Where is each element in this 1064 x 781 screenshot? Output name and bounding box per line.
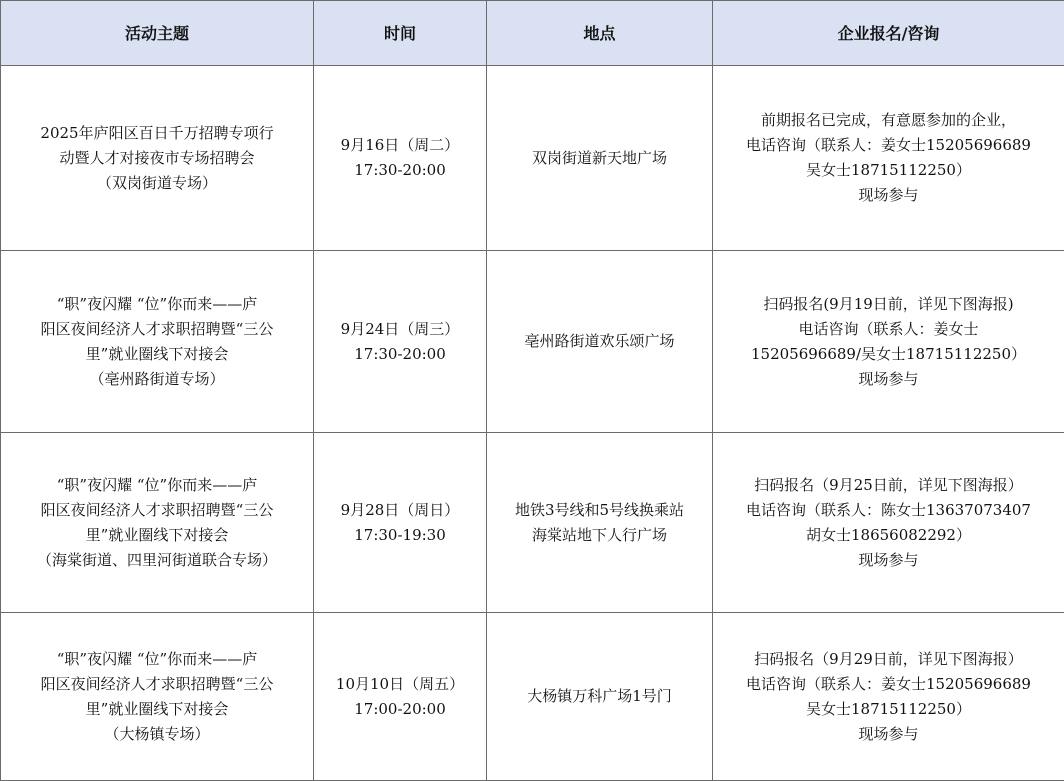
cell-place (487, 433, 713, 613)
time-hours: 17:30-19:30 (318, 523, 482, 548)
theme-line: “职”夜闪耀 “位”你而来——庐 (5, 647, 309, 672)
theme-line: 动暨人才对接夜市专场招聘会 (5, 146, 309, 171)
header-theme: 活动主题 (1, 1, 314, 66)
time-date: 9月16日（周二） (318, 133, 482, 158)
place-line: 地铁3号线和5号线换乘站 (491, 498, 708, 523)
contact-line: 电话咨询（联系人：姜女士15205696689 (717, 133, 1060, 158)
theme-line: 阳区夜间经济人才求职招聘暨“三公 (5, 672, 309, 697)
theme-line: 里”就业圈线下对接会 (5, 523, 309, 548)
theme-line: 2025年庐阳区百日千万招聘专项行 (5, 121, 309, 146)
contact-line: 吴女士18715112250） (717, 697, 1060, 722)
theme-line: 阳区夜间经济人才求职招聘暨“三公 (5, 498, 309, 523)
theme-line: 阳区夜间经济人才求职招聘暨“三公 (5, 317, 309, 342)
cell-theme (1, 251, 314, 433)
contact-line: 现场参与 (717, 183, 1060, 208)
place-line: 海棠站地下人行广场 (491, 523, 708, 548)
contact-line: 电话咨询（联系人：姜女士 (717, 317, 1060, 342)
cell-time (314, 613, 487, 781)
header-contact: 企业报名/咨询 (713, 1, 1064, 66)
header-place: 地点 (487, 1, 713, 66)
contact-line: 扫码报名（9月29日前，详见下图海报） (717, 647, 1060, 672)
table-row (1, 66, 1064, 251)
place-line: 大杨镇万科广场1号门 (491, 684, 708, 709)
time-hours: 17:30-20:00 (318, 342, 482, 367)
time-hours: 17:30-20:00 (318, 158, 482, 183)
cell-time (314, 251, 487, 433)
cell-contact (713, 613, 1064, 781)
time-hours: 17:00-20:00 (318, 697, 482, 722)
cell-contact (713, 251, 1064, 433)
time-date: 9月28日（周日） (318, 498, 482, 523)
theme-line: 里”就业圈线下对接会 (5, 697, 309, 722)
cell-theme (1, 613, 314, 781)
table-row (1, 613, 1064, 781)
theme-line: （海棠街道、四里河街道联合专场） (5, 548, 309, 573)
contact-line: 吴女士18715112250） (717, 158, 1060, 183)
cell-time (314, 433, 487, 613)
cell-contact (713, 66, 1064, 251)
table-row (1, 433, 1064, 613)
place-line: 双岗街道新天地广场 (491, 146, 708, 171)
contact-line: 现场参与 (717, 548, 1060, 573)
contact-line: 胡女士18656082292） (717, 523, 1060, 548)
theme-line: 里”就业圈线下对接会 (5, 342, 309, 367)
theme-line: （双岗街道专场） (5, 171, 309, 196)
theme-line: （亳州路街道专场） (5, 367, 309, 392)
contact-line: 电话咨询（联系人：陈女士13637073407 (717, 498, 1060, 523)
contact-line: 前期报名已完成，有意愿参加的企业， (717, 108, 1060, 133)
cell-place (487, 613, 713, 781)
time-date: 10月10日（周五） (318, 672, 482, 697)
cell-theme (1, 66, 314, 251)
cell-time (314, 66, 487, 251)
contact-line: 现场参与 (717, 722, 1060, 747)
cell-contact (713, 433, 1064, 613)
theme-line: “职”夜闪耀 “位”你而来——庐 (5, 473, 309, 498)
cell-place (487, 66, 713, 251)
theme-line: “职”夜闪耀 “位”你而来——庐 (5, 292, 309, 317)
cell-theme (1, 433, 314, 613)
contact-line: 电话咨询（联系人：姜女士15205696689 (717, 672, 1060, 697)
contact-line: 扫码报名（9月25日前，详见下图海报） (717, 473, 1060, 498)
time-date: 9月24日（周三） (318, 317, 482, 342)
header-time: 时间 (314, 1, 487, 66)
contact-line: 现场参与 (717, 367, 1060, 392)
cell-place (487, 251, 713, 433)
table-row (1, 251, 1064, 433)
contact-line: 15205696689/吴女士18715112250） (717, 342, 1060, 367)
place-line: 亳州路街道欢乐颂广场 (491, 329, 708, 354)
contact-line: 扫码报名(9月19日前，详见下图海报) (717, 292, 1060, 317)
header-row (1, 1, 1064, 66)
theme-line: （大杨镇专场） (5, 722, 309, 747)
